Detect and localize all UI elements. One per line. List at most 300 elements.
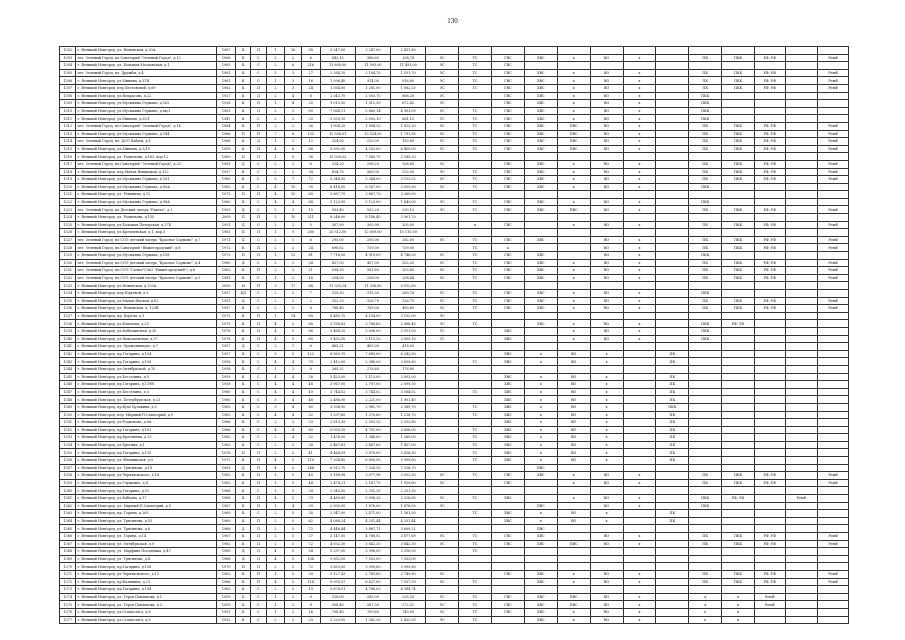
table-cell: 2 000,00 xyxy=(320,502,355,510)
table-cell xyxy=(755,495,786,503)
table-cell: ЭС xyxy=(426,495,459,503)
table-cell xyxy=(785,343,818,351)
table-cell: РФ, УФ xyxy=(755,479,786,487)
table-cell: 326,70 xyxy=(355,297,390,305)
table-cell: 15 930,03 xyxy=(320,153,355,161)
table-cell: 4 xyxy=(266,555,285,563)
table-cell xyxy=(459,502,492,510)
table-cell xyxy=(689,365,722,373)
table-cell: ЭС xyxy=(426,540,459,548)
table-cell: ГВС xyxy=(492,206,525,214)
row-number-cell: 1354 xyxy=(60,441,76,449)
table-cell: ХВС xyxy=(524,183,557,191)
table-cell: ПКК xyxy=(722,176,755,184)
table-cell xyxy=(590,555,623,563)
table-cell xyxy=(785,221,818,229)
table-cell xyxy=(557,47,590,55)
table-cell: х xyxy=(623,176,656,184)
table-cell: ТС xyxy=(459,77,492,85)
table-cell: ПК xyxy=(656,381,689,389)
table-row xyxy=(60,563,849,571)
table-cell: 2 xyxy=(266,441,285,449)
table-cell: х xyxy=(524,517,557,525)
table-cell: 3 744,02 xyxy=(320,388,355,396)
table-cell: 1962 xyxy=(217,84,236,92)
table-cell: 914,00 xyxy=(355,77,390,85)
table-cell: ГВС xyxy=(492,107,525,115)
table-cell: 2 xyxy=(266,122,285,130)
table-cell xyxy=(689,191,722,199)
table-cell xyxy=(426,282,459,290)
table-cell xyxy=(524,343,557,351)
table-cell xyxy=(785,100,818,108)
table-cell: 4 786,02 xyxy=(355,533,390,541)
table-cell: С xyxy=(251,54,266,62)
table-cell: 144 xyxy=(301,464,320,472)
table-cell: 10 110,00 xyxy=(391,229,426,237)
table-cell: 16 xyxy=(285,47,301,55)
table-cell: К xyxy=(236,267,251,275)
table-cell: 1 876,00 xyxy=(355,502,390,510)
table-cell xyxy=(785,183,818,191)
table-cell xyxy=(689,563,722,571)
table-cell: х xyxy=(623,69,656,77)
table-cell xyxy=(689,426,722,434)
table-cell xyxy=(818,229,849,237)
table-cell: ПК xyxy=(689,130,722,138)
row-number-cell: 1371 xyxy=(60,570,76,578)
row-number-cell: 1318 xyxy=(60,168,76,176)
table-cell: С xyxy=(251,297,266,305)
table-cell xyxy=(524,487,557,495)
table-cell: х xyxy=(557,608,590,616)
address-cell: г. Великий Новгород, пр.Ереганина, д.33 xyxy=(76,434,217,442)
table-cell xyxy=(755,411,786,419)
table-cell: Д xyxy=(236,464,251,472)
table-cell xyxy=(818,350,849,358)
table-cell: С xyxy=(251,593,266,601)
table-cell xyxy=(623,403,656,411)
table-cell: С xyxy=(251,426,266,434)
table-cell: ПК xyxy=(656,411,689,419)
row-number-cell: 1367 xyxy=(60,540,76,548)
table-cell xyxy=(722,457,755,465)
table-cell: 6 307,00 xyxy=(355,183,390,191)
table-cell xyxy=(785,214,818,222)
table-cell xyxy=(755,441,786,449)
table-cell xyxy=(818,198,849,206)
table-cell: 1960 xyxy=(217,548,236,556)
table-cell: П xyxy=(251,282,266,290)
table-cell: 2 xyxy=(266,92,285,100)
table-cell xyxy=(426,586,459,594)
row-number-cell: 1350 xyxy=(60,411,76,419)
table-cell: ТС xyxy=(459,62,492,70)
table-cell: ПК xyxy=(689,176,722,184)
table-cell xyxy=(755,464,786,472)
table-cell xyxy=(755,616,786,624)
table-cell: РемФ xyxy=(818,138,849,146)
table-cell: С xyxy=(251,586,266,594)
table-cell xyxy=(785,229,818,237)
table-cell xyxy=(459,327,492,335)
table-cell xyxy=(755,434,786,442)
table-cell: 2 471,00 xyxy=(355,510,390,518)
table-cell: 24 xyxy=(301,244,320,252)
table-cell xyxy=(785,616,818,624)
table-cell: ГВС xyxy=(492,92,525,100)
table-cell: х xyxy=(590,373,623,381)
table-cell: х xyxy=(623,259,656,267)
table-cell xyxy=(623,411,656,419)
table-cell: х xyxy=(590,419,623,427)
table-cell: 19 xyxy=(301,586,320,594)
table-cell: С xyxy=(251,160,266,168)
table-cell: П xyxy=(251,533,266,541)
table-cell: 28 xyxy=(301,441,320,449)
table-cell: ПКК xyxy=(722,244,755,252)
table-cell xyxy=(689,373,722,381)
table-cell: х xyxy=(524,434,557,442)
table-cell xyxy=(722,586,755,594)
table-cell: 315,30 xyxy=(355,290,390,298)
table-cell: К xyxy=(236,358,251,366)
table-row xyxy=(60,343,849,351)
table-cell: 28 xyxy=(301,510,320,518)
table-cell: 5 xyxy=(285,586,301,594)
table-cell xyxy=(785,327,818,335)
table-cell xyxy=(722,282,755,290)
table-cell xyxy=(755,290,786,298)
table-cell xyxy=(459,396,492,404)
table-cell xyxy=(623,457,656,465)
table-cell: 2 043,70 xyxy=(320,92,355,100)
table-cell: РемФ xyxy=(818,267,849,275)
table-cell xyxy=(557,62,590,70)
table-cell xyxy=(722,183,755,191)
table-cell: К xyxy=(236,84,251,92)
table-cell: 1 xyxy=(266,570,285,578)
table-cell: К xyxy=(236,183,251,191)
table-cell: 289,76 xyxy=(391,290,426,298)
table-cell xyxy=(755,198,786,206)
table-cell: РФ, УФ xyxy=(755,236,786,244)
row-number-cell: 1355 xyxy=(60,449,76,457)
table-cell xyxy=(785,533,818,541)
table-row xyxy=(60,47,849,55)
table-cell xyxy=(656,570,689,578)
table-cell xyxy=(426,464,459,472)
table-cell: К xyxy=(236,244,251,252)
table-cell: П xyxy=(251,540,266,548)
table-cell: 27 xyxy=(301,69,320,77)
table-cell xyxy=(623,441,656,449)
table-cell xyxy=(785,479,818,487)
table-cell xyxy=(785,191,818,199)
table-cell xyxy=(590,191,623,199)
table-cell: 72 xyxy=(301,563,320,571)
address-cell: г. Великий Новгород, ул.Мусыкина Германа, д.98А xyxy=(76,198,217,206)
table-cell: 7 685,00 xyxy=(355,350,390,358)
table-cell: ХВС xyxy=(524,138,557,146)
table-cell: 68 xyxy=(301,320,320,328)
table-cell: ЭС xyxy=(426,578,459,586)
table-cell: 4 xyxy=(285,373,301,381)
table-cell: РФ, УФ xyxy=(755,206,786,214)
table-cell: 469,60 xyxy=(391,305,426,313)
table-cell xyxy=(426,411,459,419)
table-cell xyxy=(656,472,689,480)
table-cell xyxy=(656,107,689,115)
table-cell xyxy=(785,47,818,55)
table-cell: 4 xyxy=(266,381,285,389)
table-cell: ПК xyxy=(689,259,722,267)
table-cell: К xyxy=(236,305,251,313)
address-cell: г. Великий Новгород, ул. Горина, д.14 xyxy=(76,533,217,541)
table-cell xyxy=(656,267,689,275)
table-cell: 2 467,63 xyxy=(355,441,390,449)
table-cell: 4 xyxy=(266,335,285,343)
table-cell xyxy=(689,396,722,404)
table-cell: К xyxy=(236,457,251,465)
table-cell: 60 xyxy=(301,403,320,411)
table-cell xyxy=(426,548,459,556)
table-cell xyxy=(656,335,689,343)
table-cell: ПКК xyxy=(722,69,755,77)
table-cell: ЭС xyxy=(426,305,459,313)
table-cell: 1961 xyxy=(217,464,236,472)
table-cell: К xyxy=(236,381,251,389)
table-row xyxy=(60,449,849,457)
table-cell: П xyxy=(251,548,266,556)
table-cell: 3 xyxy=(285,84,301,92)
table-cell: 72 xyxy=(301,525,320,533)
table-cell xyxy=(656,343,689,351)
table-cell: ПК xyxy=(689,472,722,480)
table-cell: ТС xyxy=(459,54,492,62)
table-cell xyxy=(656,548,689,556)
table-cell: К xyxy=(236,616,251,624)
table-cell xyxy=(426,426,459,434)
table-cell: ХВС xyxy=(524,601,557,609)
table-cell xyxy=(785,441,818,449)
table-cell: 8 xyxy=(301,593,320,601)
table-cell xyxy=(656,479,689,487)
table-cell xyxy=(818,183,849,191)
table-cell: 3 xyxy=(266,282,285,290)
table-row xyxy=(60,533,849,541)
table-cell: ПКК xyxy=(722,77,755,85)
table-row xyxy=(60,236,849,244)
table-cell: К xyxy=(236,320,251,328)
table-cell: К xyxy=(236,517,251,525)
table-cell: 3 247,00 xyxy=(355,47,390,55)
table-cell xyxy=(722,525,755,533)
table-cell xyxy=(755,335,786,343)
table-cell: 1961 xyxy=(217,274,236,282)
table-cell: К xyxy=(236,92,251,100)
table-cell: 1 929,60 xyxy=(391,479,426,487)
table-row xyxy=(60,62,849,70)
table-cell: 6 405,00 xyxy=(391,145,426,153)
table-cell xyxy=(785,472,818,480)
table-cell: 1947 xyxy=(217,115,236,123)
table-cell xyxy=(656,495,689,503)
table-cell: ПКК xyxy=(689,502,722,510)
table-cell: ТС xyxy=(459,457,492,465)
table-cell xyxy=(590,464,623,472)
table-cell: х xyxy=(524,350,557,358)
table-row xyxy=(60,365,849,373)
table-cell: 1 xyxy=(266,77,285,85)
table-cell: 4 384,74 xyxy=(391,586,426,594)
table-cell xyxy=(722,434,755,442)
table-cell: 1 901,40 xyxy=(391,396,426,404)
table-cell: х xyxy=(557,92,590,100)
table-cell: х xyxy=(623,327,656,335)
table-cell xyxy=(818,586,849,594)
table-cell: х xyxy=(722,601,755,609)
table-cell: Д xyxy=(236,343,251,351)
row-number-cell: 1314 xyxy=(60,138,76,146)
table-cell: 4 xyxy=(285,426,301,434)
table-cell: 1 xyxy=(266,100,285,108)
table-cell: 265,32 xyxy=(320,365,355,373)
table-cell xyxy=(557,555,590,563)
row-number-cell: 1323 xyxy=(60,206,76,214)
table-cell: х xyxy=(689,616,722,624)
table-cell: 1 xyxy=(285,160,301,168)
table-cell: х xyxy=(689,601,722,609)
table-cell: 208,40 xyxy=(391,160,426,168)
table-cell: 9 512,89 xyxy=(391,282,426,290)
table-cell: 3 xyxy=(285,441,301,449)
table-cell: Д xyxy=(251,92,266,100)
table-cell: ХВС xyxy=(492,388,525,396)
table-cell xyxy=(524,191,557,199)
table-cell xyxy=(722,388,755,396)
table-cell: П xyxy=(236,229,251,237)
table-cell: К xyxy=(236,69,251,77)
table-cell xyxy=(818,320,849,328)
table-cell: П xyxy=(251,464,266,472)
table-cell: х xyxy=(459,221,492,229)
table-cell xyxy=(818,517,849,525)
table-cell: х xyxy=(623,290,656,298)
table-cell xyxy=(426,381,459,389)
address-cell: г. Великий Новгород, ул.Мусыкина Германа, д.85А xyxy=(76,183,217,191)
table-cell: ПКК xyxy=(689,252,722,260)
table-row xyxy=(60,540,849,548)
table-cell: ГВС xyxy=(492,138,525,146)
table-cell xyxy=(722,107,755,115)
table-cell: х xyxy=(623,320,656,328)
table-cell: П xyxy=(251,145,266,153)
table-cell: х xyxy=(722,616,755,624)
table-cell xyxy=(785,502,818,510)
table-cell: 3 916,00 xyxy=(391,548,426,556)
address-cell: г. Великий Новгород, ул.Ерегина, д.1 xyxy=(76,441,217,449)
table-cell: С xyxy=(251,411,266,419)
row-number-cell: 1331 xyxy=(60,267,76,275)
table-cell: РемФ xyxy=(818,472,849,480)
table-cell: ПКК xyxy=(722,267,755,275)
table-cell: ХВС xyxy=(492,373,525,381)
table-cell: х xyxy=(557,297,590,305)
row-number-cell: 1363 xyxy=(60,510,76,518)
table-row xyxy=(60,426,849,434)
table-cell xyxy=(722,517,755,525)
table-cell: ВО xyxy=(557,396,590,404)
table-cell xyxy=(785,381,818,389)
table-cell xyxy=(656,563,689,571)
table-cell: ТС xyxy=(459,434,492,442)
table-cell: 4 746,00 xyxy=(391,252,426,260)
table-cell: ПК xyxy=(656,441,689,449)
table-cell: ХВС xyxy=(492,426,525,434)
table-cell: 2 003,70 xyxy=(355,92,390,100)
table-cell xyxy=(785,320,818,328)
table-cell: С xyxy=(251,388,266,396)
table-cell: 1961 xyxy=(217,107,236,115)
table-cell xyxy=(623,358,656,366)
table-row xyxy=(60,244,849,252)
table-cell: Д xyxy=(236,236,251,244)
table-cell: х xyxy=(557,107,590,115)
table-cell: 2 xyxy=(266,160,285,168)
table-cell: 70 xyxy=(301,358,320,366)
table-cell: К xyxy=(236,100,251,108)
table-cell: ПК xyxy=(689,160,722,168)
table-cell xyxy=(557,343,590,351)
table-cell: 457,00 xyxy=(355,259,390,267)
table-cell: х xyxy=(590,441,623,449)
table-cell: РемФ xyxy=(818,244,849,252)
row-number-cell: 1321 xyxy=(60,191,76,199)
table-cell xyxy=(426,396,459,404)
table-cell: С xyxy=(251,419,266,427)
table-cell: ХВС xyxy=(524,77,557,85)
row-number-cell: 1361 xyxy=(60,495,76,503)
table-cell: 2009 xyxy=(217,214,236,222)
table-cell: ПВС xyxy=(557,540,590,548)
table-row xyxy=(60,586,849,594)
table-cell: 2 xyxy=(285,297,301,305)
table-cell xyxy=(785,290,818,298)
table-cell: 2 xyxy=(266,84,285,92)
table-cell xyxy=(818,252,849,260)
address-cell: г. Великий Новгород, ул.Бесселина, д.5 xyxy=(76,373,217,381)
table-cell xyxy=(656,540,689,548)
table-cell xyxy=(459,100,492,108)
table-cell xyxy=(689,419,722,427)
table-cell: 1957 xyxy=(217,350,236,358)
row-number-cell: 1340 xyxy=(60,335,76,343)
table-cell: 5 xyxy=(285,495,301,503)
table-cell: х xyxy=(623,130,656,138)
table-cell: 3 768,63 xyxy=(320,320,355,328)
table-cell: 1 297,60 xyxy=(320,411,355,419)
table-cell: х xyxy=(623,335,656,343)
table-cell: ТС xyxy=(459,403,492,411)
table-cell: РФ, УФ xyxy=(755,122,786,130)
table-cell: 5 xyxy=(285,578,301,586)
address-cell: г. Великий Новгород, ул.Малая Ямская, д.62 xyxy=(76,297,217,305)
table-cell: х xyxy=(557,54,590,62)
table-cell: ВО xyxy=(557,510,590,518)
table-cell xyxy=(656,608,689,616)
table-cell: ХВС xyxy=(492,517,525,525)
